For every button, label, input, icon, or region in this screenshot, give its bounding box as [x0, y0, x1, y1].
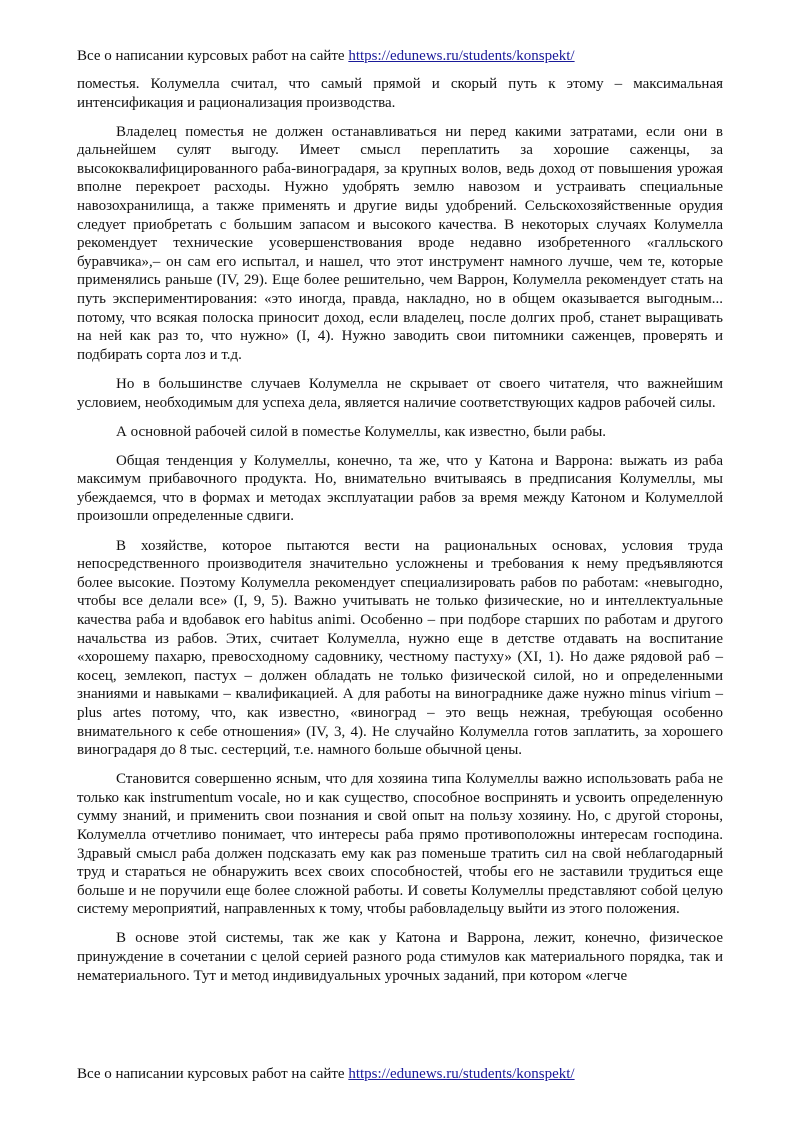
- header-link[interactable]: https://edunews.ru/students/konspekt/: [348, 48, 575, 64]
- footer-text: Все о написании курсовых работ на сайте: [77, 1066, 349, 1082]
- document-body: [77, 75, 723, 996]
- paragraph: Общая тенденция у Колумеллы, конечно, та же, что у Катона и Варрона: выжать из раба максимум прибавочного продукта. Но, внимательно вчитываясь в предписания Колумеллы, мы убеждаемся, что в формах и методах эксплуатации рабов за время между Катоном и Колумеллой произошли определенные сдвиги.: [77, 452, 723, 525]
- paragraph: А основной рабочей силой в поместье Колумеллы, как известно, были рабы.: [116, 423, 607, 440]
- paragraph: Но в большинстве случаев Колумелла не скрывает от своего читателя, что важнейшим условием, необходимым для успеха дела, является наличие соответствующих кадров рабочей силы.: [77, 375, 723, 411]
- paragraph: поместья. Колумелла считал, что самый прямой и скорый путь к этому – максимальная интенсификация и рационализация производства.: [77, 76, 723, 111]
- page-header: [77, 47, 575, 66]
- paragraph: Становится совершенно ясным, что для хозяина типа Колумеллы важно использовать раба не только как instrumentum vocale, но и как существо, способное воспринять и усвоить определенную сумму знаний, и применить свои познания и свой опыт на пользу хозяину. Но, с другой стороны, Колумелла отчетливо понимает, что интересы раба прямо противоположны интересам господина. Здравый смысл раба должен подсказать ему как раз поменьше тратить сил на свой неблагодарный труд и стараться не обнаружить всех своих способностей, чтобы его не заставили трудиться еще больше и не поручили еще более сложной работы. И советы Колумеллы представляют собой целую систему мероприятий, направленных к тому, чтобы рабовладельцу выйти из этого положения.: [77, 771, 723, 918]
- header-text: Все о написании курсовых работ на сайте: [77, 48, 349, 64]
- paragraph: Владелец поместья не должен останавливаться ни перед какими затратами, если они в дальнейшем сулят выгоду. Имеет смысл переплатить за хорошие саженцы, за высококвалифицированного раба-виноградаря, за крупных волов, ведь доход от повышения урожая вполне перекроет расходы. Нужно удобрять землю навозом и устраивать специальные навозохранилища, а также применять и другие виды удобрений. Сельскохозяйственные орудия следует приобретать с большим запасом и высокого качества. В некоторых случаях Колумелла рекомендует технические усовершенствования вроде недавно изобретенного «галльского буравчика»,– он сам его испытал, и нашел, что этот инструмент намного лучше, чем те, которые применялись раньше (IV, 29). Еще более решительно, чем Варрон, Колумелла рекомендует стать на путь экспериментирования: «это иногда, правда, накладно, но в общем оказывается выгодным... потому, что всякая полоска приносит доход, если владелец, после долгих проб, станет выращивать на ней как раз то, что нужно» (I, 4). Нужно заводить свои питомники саженцев, проверять и подбирать сорта лоз и т.д.: [77, 123, 723, 363]
- paragraph: В хозяйстве, которое пытаются вести на рациональных основах, условия труда непосредственного производителя значительно усложнены и требования к нему предъявляются более высокие. Поэтому Колумелла рекомендует специализировать рабов по работам: «невыгодно, чтобы все делали все» (I, 9, 5). Важно учитывать не только физические, но и интеллектуальные качества раба и вдобавок его habitus animi. Особенно – при подборе старших по работам и другого начальства из рабов. Этих, считает Колумелла, нужно еще в детстве отдавать на воспитание «хорошему пахарю, превосходному садовнику, честному пастуху» (XI, 1). Но даже рядовой раб – косец, землекоп, пастух – должен обладать не только физической силой, но и определенными знаниями и навыками – квалификацией. А для работы на винограднике даже нужно minus virium – plus artes потому, что, как известно, «виноград – это вещь нежная, требующая особенно внимательного к себе отношения» (IV, 3, 4). Не случайно Колумелла готов заплатить, за хорошего виноградаря до 8 тыс. сестерций, т.е. намного больше обычной цены.: [77, 537, 723, 759]
- page-footer: [77, 1065, 575, 1084]
- paragraph: В основе этой системы, так же как у Катона и Варрона, лежит, конечно, физическое принуждение в сочетании с целой серией разного рода стимулов как материального порядка, так и нематериального. Тут и метод индивидуальных урочных заданий, при котором «легче: [77, 930, 723, 984]
- footer-link[interactable]: https://edunews.ru/students/konspekt/: [348, 1066, 575, 1082]
